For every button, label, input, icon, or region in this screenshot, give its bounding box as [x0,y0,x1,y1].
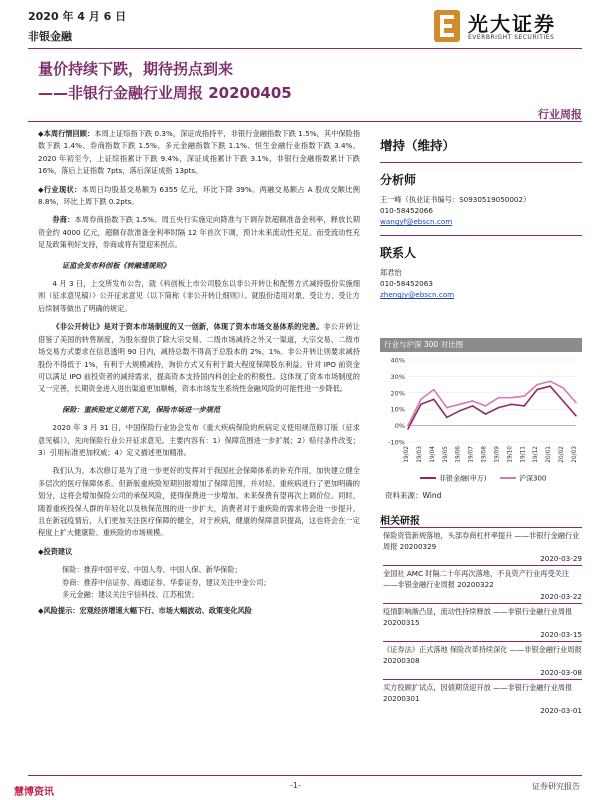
x-tick-label: 19/11 [520,446,527,463]
industry-status: ◆行业现状：本周日均股基交易额为 6355 亿元，环比下降 39%。两融交易额占 A 股成交额比例 8.8%，环比上周下跌 0.2pts。 [38,184,360,207]
section-divider [28,121,582,122]
sidebar-divider [380,235,582,236]
investment-advice-heading: ◆投资建议 [38,546,73,556]
x-tick-label: 19/12 [533,446,540,463]
related-report-item[interactable] [383,682,582,716]
data-point [498,407,500,409]
investment-item: 多元金融：建议关注宇信科技、江苏租赁； [62,590,199,599]
analyst-heading: 分析师 [380,173,417,187]
data-point [420,399,422,401]
data-point [575,402,577,404]
risk-warning: ◆风险提示：宏观经济增速大幅下行、市场大幅波动、政策变化风险 [38,606,252,616]
logo-mark-icon [432,8,462,44]
company-logo [432,8,582,46]
report-title: 量价持续下跌，期待拐点到来 [38,60,234,78]
data-point [433,389,435,391]
related-separator [383,679,582,680]
page-footer [0,775,600,800]
chart-header: 行业与沪深 300 对比图 [380,338,582,352]
data-point [407,428,409,430]
sidebar [380,128,582,300]
logo-english: EVERBRIGHT SECURITIES [468,34,555,41]
data-point [407,425,409,427]
related-report-item[interactable] [383,606,582,642]
transfer-innovation-paragraph: 《非公开转让》是对于资本市场制度的又一创新，体现了资本市场交易体系的完善。非公开转让借鉴了美国的转售制度，为股东提供了除大宗交易、二级市场减持之外又一渠道，大宗交易、二级市场交易方式要求在信息透明 90 日内，减持总数不得高于总股本的 2%、1%。非公开转让则要求减持股份不得低于 1%，有利于大规模减持，询价方式又有利于最大程度保障股东利益。针对 IPO 前资金可以满足 IPO 前投资者的减持需求，提高资本支持国内科创企业的积极性。这体现了资本市场制度的又一完善，长期资金进入进出渠道更加顺畅，资本市场发生系统性金融风险的可能性进一步降低。 [38,322,360,394]
report-body [38,128,360,618]
y-tick-label: 40% [390,356,405,365]
contact-email-link[interactable]: zhengjy@ebscn.com [380,290,455,299]
related-report-item[interactable] [383,568,582,604]
data-point [472,400,474,402]
related-report-date: 2020-03-29 [540,554,582,563]
related-report-date: 2020-03-08 [540,668,582,677]
y-tick-label: -10% [388,438,405,447]
related-separator [383,565,582,566]
x-tick-label: 20/01 [546,446,553,463]
related-reports-list [383,530,582,718]
footer-label: 证券研究报告 [532,782,580,791]
subhead-insurance: 保险：重疾险定义规范下发，保险市场进一步规范 [62,404,221,414]
x-tick-label: 19/02 [404,446,410,463]
header-divider [28,48,582,49]
analyst-email-link[interactable]: wangyf@ebscn.com [380,217,453,226]
contact-email[interactable] [380,289,582,300]
chart-svg [380,354,582,488]
related-report-title[interactable]: 《证券法》正式落地 保险改革持续深化 ——非银金融行业周报 20200308 [383,645,582,665]
y-tick-label: 20% [390,389,405,398]
market-review: ◆本周行情回顾：本周上证综指下跌 0.3%，深证成指持平，非银行金融指数下跌 1.5%，其中保险指数下跌 1.4%、券商指数下跌 1.5%、多元金融指数下跌 1.1%、恒生金融行业指数下跌 3.4%。2020 年初至今，上证综指累计下跌 9.4%，深证成指累计下跌 3.1%，非银行金融指数累计下跌 16%，落后上证指数 7pts，落后深证成指 13pts。 [38,129,361,176]
data-point [549,385,551,387]
y-tick-label: 30% [390,372,405,381]
related-report-item[interactable] [383,530,582,566]
broker-paragraph: 券商：本周券商指数下跌 1.5%。周五央行实施定向降准与下调存款超额准备金利率，释放长期资金约 4000 亿元，超额存款准备金利率时隔 12 年首次下调，预计未来流动性充足。而受流动性充足及政策利好支持，券商或将有望迎来拐点。 [38,215,360,250]
data-point [472,405,474,407]
related-reports-heading: 相关研报 [380,516,420,527]
data-point [549,381,551,383]
investment-rating: 增持（维持） [380,138,456,153]
data-point [562,387,564,389]
data-point [446,407,448,409]
data-point [446,417,448,419]
x-tick-label: 19/03 [416,446,423,463]
star-market-paragraph: 4 月 3 日，上交所发布公告，就《科创板上市公司股东以非公开转让和配售方式减持股份实施细则（征求意见稿）》公开征求意见（以下简称《非公开转让细则》）。就股份适用对象、受让方、受让方后续制等做出了明确的规定。 [38,279,360,313]
related-report-title[interactable]: 疫情影响渐凸显，流动性持续释放 ——非银行金融行业周报 20200315 [383,607,573,627]
contact-info [380,267,582,300]
data-point [485,413,487,415]
related-divider [380,527,582,528]
chart-source: 资料来源：Wind [385,491,442,500]
x-tick-label: 19/07 [468,446,475,463]
report-sector: 非银金融 [28,30,72,43]
report-date: 2020 年 4 月 6 日 [28,10,127,23]
data-point [498,397,500,399]
y-tick-label: 10% [390,405,405,414]
data-point [459,410,461,412]
contact-heading: 联系人 [380,246,417,260]
data-point [511,403,513,405]
x-tick-label: 19/05 [442,446,449,463]
page-number: -1- [290,781,301,790]
contact-name: 郑君怡 [380,268,402,277]
analyst-name: 王一峰（执业证书编号：S0930519050002） [380,195,531,204]
x-tick-label: 19/08 [481,446,488,463]
subhead-star-market: 证监会发布科创板《转融通规则》 [62,260,170,270]
sidebar-divider [380,162,582,163]
data-point [536,389,538,391]
legend-label: 沪深300 [519,474,547,483]
analyst-phone: 010-58452066 [380,206,433,215]
related-report-title[interactable]: 买方投顾扩试点，因债期货迎开放 ——非银行金融行业周报 20200301 [383,683,573,703]
data-point [524,405,526,407]
related-separator [383,641,582,642]
insurance-opinion-paragraph: 我们认为，本次修订是为了进一步更好的发挥对于我国社会保障体系的补充作用，加快建立健全多层次的医疗保障体系。但新版重疾险短期回报增加了保障范围，并对轻、重疾病进行了更加明确的划分，这将会增加保险公司的承保风险，使得保费进一步增加。未来保费有望再次上调价位。同时，随着重疾投保人群的年轻化以及核保范围的进一步扩大，消费者对于重疾险的需求将会进一步提升。且在新冠疫情后，人们更加关注医疗保障的健全，对于疾病，健康的保障意识提高，这也将会在一定程度上扩大健康险、重疾险的市场规模。 [38,466,360,538]
report-subtitle: ——非银行金融行业周报 20200405 [38,84,292,102]
data-point [420,403,422,405]
comparison-chart [380,354,582,483]
related-report-date: 2020-03-01 [540,706,582,715]
insurance-paragraph: 2020 年 3 月 31 日，中国保险行业协会发布《重大疾病保险的疾病定义使用规范修订版（征求意见稿）》，先向保险行业公开征求意见。主要内容有：1）保障范围进一步扩展；2）赔付条件改变；3）引用标准更加权威；4）定义描述更加精准。 [38,423,360,457]
data-point [433,399,435,401]
x-tick-label: 19/09 [494,446,501,463]
footer-divider [28,775,582,776]
data-point [511,397,513,399]
x-tick-label: 20/03 [572,446,578,463]
related-report-date: 2020-03-22 [540,592,582,601]
analyst-info [380,194,582,227]
x-tick-label: 19/06 [455,446,462,463]
related-report-title[interactable]: 保险资管新规落地，头部券商杠杆率提升 ——非银行金融行业周报 20200329 [383,531,580,551]
report-type: 行业周报 [538,108,582,121]
y-tick-label: 0% [394,422,405,431]
related-report-title[interactable]: 金国社 AMC 时隔二十年再次落地，不良资产行业再受关注 ——非银金融行业周报 20200322 [383,569,570,589]
data-point [524,395,526,397]
contact-phone: 010-58452063 [380,279,433,288]
data-point [459,403,461,405]
data-point [485,405,487,407]
x-tick-label: 20/02 [559,446,566,463]
related-report-date: 2020-03-15 [540,630,582,639]
investment-item: 保险：推荐中国平安、中国人寿、中国人保、新华保险； [62,565,242,575]
logo-chinese: 光大证券 [468,12,556,36]
related-separator [383,603,582,604]
related-report-item[interactable] [383,644,582,680]
data-point [536,384,538,386]
analyst-email[interactable] [380,216,582,227]
investment-item: 券商：推荐中信证券、海通证券、华泰证券，建议关注中金公司； [62,577,271,587]
data-point [575,415,577,417]
x-tick-label: 19/10 [507,446,514,463]
footer-stamp: 慧博资讯 [14,787,54,798]
legend-label: 非银金融(申万) [439,474,487,483]
data-point [562,400,564,402]
x-tick-label: 19/04 [429,446,436,463]
